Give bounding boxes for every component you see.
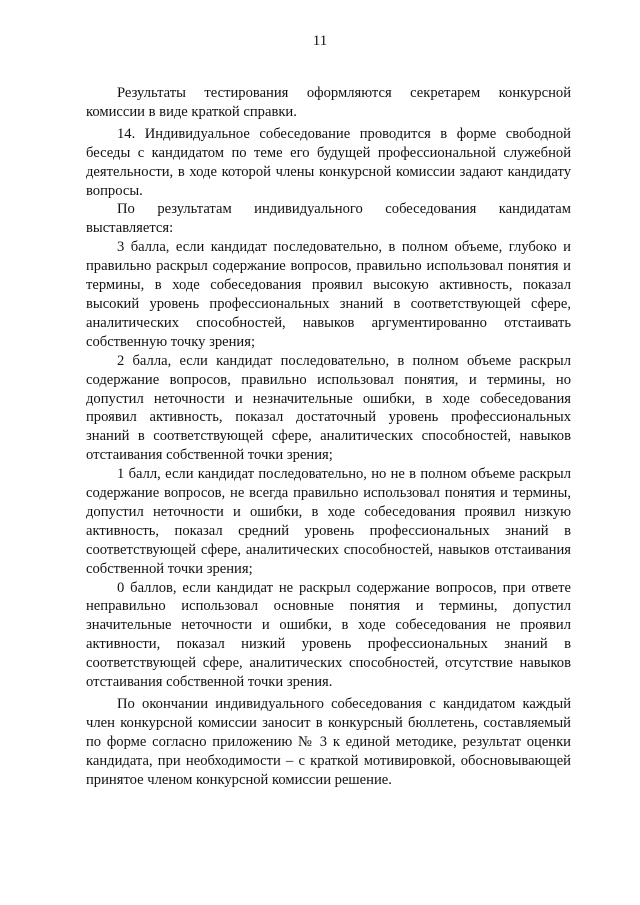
paragraph-score-3: 3 балла, если кандидат последовательно, в полном объеме, глубоко и правильно раскрыл содержание вопросов, правильно использовал понятия и термины, в ходе собеседования проявил высокую активность, показал высокий уровень профессиональных знаний в соответствующей сфере, аналитических способностей, навыков аргументированно отстаивать собственную точку зрения; — [86, 239, 571, 350]
paragraph-interview-intro: 14. Индивидуальное собеседование проводится в форме свободной беседы с кандидатом по теме его будущей профессиональной служебной деятельности, в ходе которой члены конкурсной комиссии задают кандидату вопросы. — [86, 125, 571, 199]
paragraph-score-2: 2 балла, если кандидат последовательно, в полном объеме раскрыл содержание вопросов, правильно использовал понятия, и термины, но допустил неточности и незначительные ошибки, в ходе собеседования проявил активность, показал достаточный уровень профессиональных знаний в соответствующей сфере, аналитических способностей, навыков отстаивания собственной точки зрения; — [86, 352, 571, 464]
paragraph-ballot: По окончании индивидуального собеседования с кандидатом каждый член конкурсной комиссии заносит в конкурсный бюллетень, составляемый по форме согласно приложению № 3 к единой методике, результат оценки кандидата, при необходимости – с краткой мотивировкой, обосновывающей принятое членом конкурсной комиссии решение. — [86, 696, 571, 788]
document-body — [86, 84, 571, 790]
page-number: 11 — [312, 33, 328, 49]
paragraph-scoring-intro: По результатам индивидуального собеседования кандидатам выставляется: — [86, 201, 571, 237]
paragraph-score-1: 1 балл, если кандидат последовательно, но не в полном объеме раскрыл содержание вопросов, не всегда правильно использовал понятия и термины, допустил неточности и ошибки, в ходе собеседования проявил низкую активность, показал средний уровень профессиональных знаний в соответствующей сфере, аналитических способностей, навыков отстаивания собственной точки зрения; — [86, 466, 571, 577]
paragraph-test-results: Результаты тестирования оформляются секретарем конкурсной комиссии в виде краткой справки. — [86, 85, 571, 120]
paragraph-score-0: 0 баллов, если кандидат не раскрыл содержание вопросов, при ответе неправильно использовал основные понятия и термины, допустил значительные неточности и ошибки, в ходе собеседования не проявил активности, показал низкий уровень профессиональных знаний в соответствующей сфере, аналитических способностей, отсутствие навыков отстаивания собственной точки зрения. — [86, 579, 571, 691]
